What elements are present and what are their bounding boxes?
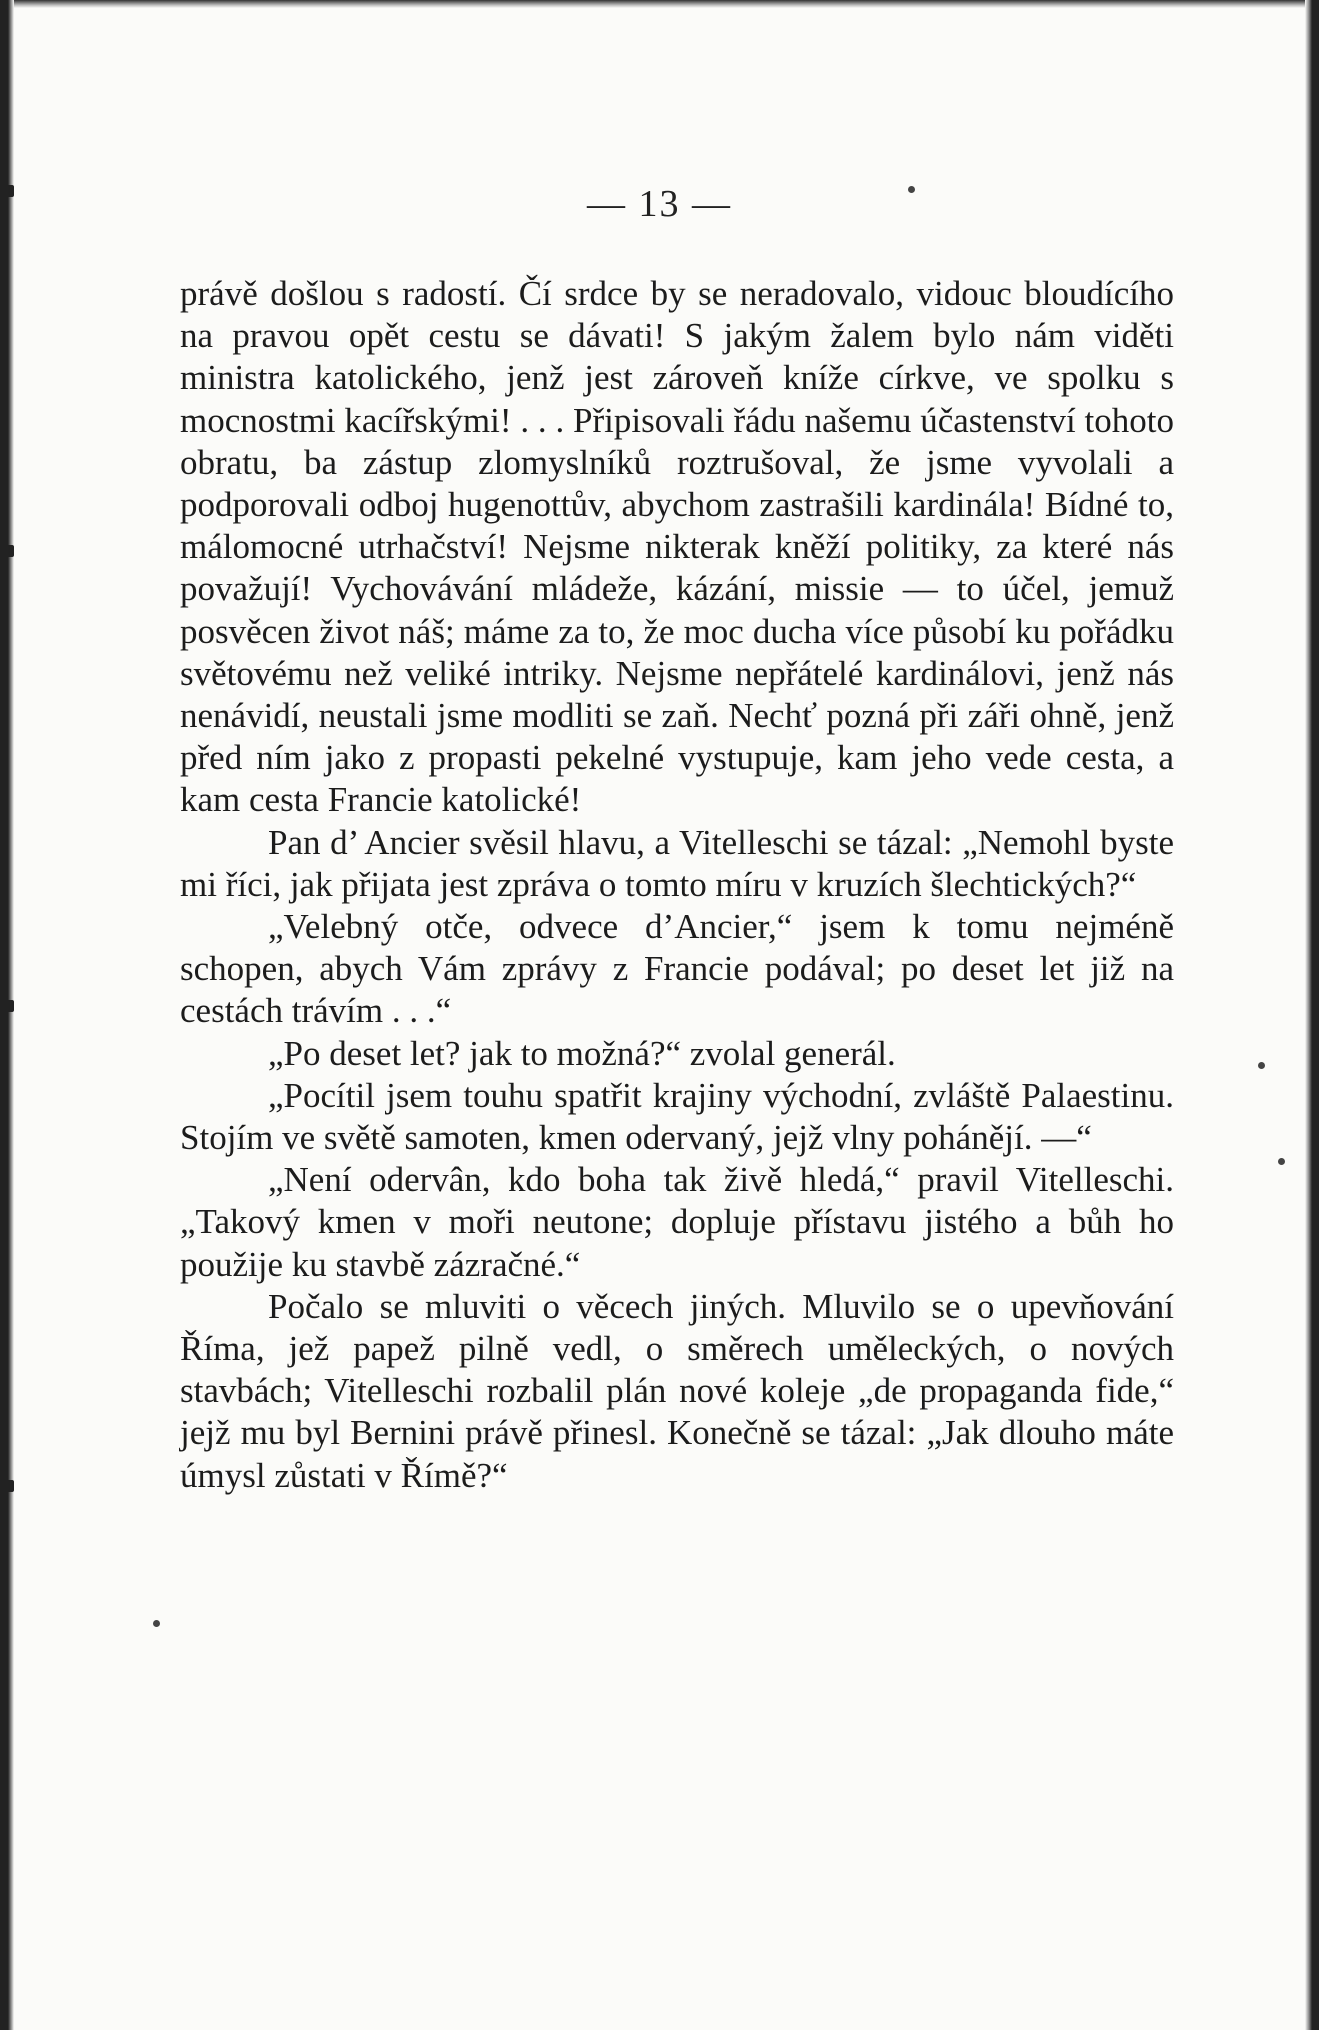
paragraph: „Velebný otče, odvece d’Ancier,“ jsem k tomu nejméně schopen, abych Vám zprávy z Francie podával; po deset let již na cestách trávím . . .“ [180, 907, 1174, 1031]
paragraph: „Po deset let? jak to možná?“ zvolal generál. [268, 1033, 896, 1073]
margin-mark [2, 545, 14, 557]
margin-mark [2, 1480, 14, 1492]
page-right-edge [1305, 0, 1319, 2030]
margin-mark [2, 1000, 14, 1012]
paragraph: „Není odervân, kdo boha tak živě hledá,“ pravil Vitelleschi. „Takový kmen v moři neutone; dopluje přístavu jistého a bůh ho použije ku stavbě zázračné.“ [180, 1160, 1174, 1284]
ink-speck [153, 1620, 160, 1627]
page-top-edge [0, 0, 1319, 8]
paragraph: Počalo se mluviti o věcech jiných. Mluvilo se o upevňování Říma, jež papež pilně vedl, o směrech uměleckých, o nových stavbách; Vitelleschi rozbalil plán nové koleje „de propaganda fide,“ jejž mu byl Bernini právě přinesl. Konečně se tázal: „Jak dlouho máte úmysl zůstati v Římě?“ [180, 1286, 1174, 1495]
ink-speck [1278, 1158, 1285, 1165]
paragraph: „Pocítil jsem touhu spatřit krajiny východní, zvláště Palaestinu. Stojím ve světě samoten, kmen odervaný, jejž vlny pohánějí. —“ [180, 1075, 1174, 1158]
body-text [180, 273, 1174, 1497]
paragraph: Pan d’ Ancier svěsil hlavu, a Vitelleschi se tázal: „Nemohl byste mi říci, jak přijata jest zpráva o tomto míru v kruzích šlechtických?“ [180, 822, 1174, 904]
page-number: — 13 — [587, 183, 732, 225]
paragraph: právě došlou s radostí. Čí srdce by se neradovalo, vidouc bloudícího na pravou opět cestu se dávati! S jakým žalem bylo nám viděti ministra katolického, jenž jest zároveň kníže církve, ve spolku s mocnostmi kacířskými! . . . Připisovali řádu našemu účastenství tohoto obratu, ba zástup zlomyslníků roztrušoval, že jsme vyvolali a podporovali odboj hugenottův, abychom zastrašili kardinála! Bídné to, málomocné utrhačství! Nejsme nikterak kněží politiky, za které nás považují! Vychovávání mládeže, kázání, missie — to účel, jemuž posvěcen život náš; máme za to, že moc ducha více působí ku pořádku světovému než veliké intriky. Nejsme nepřátelé kardinálovi, jenž nás nenávidí, neustali jsme modliti se zaň. Nechť pozná při záři ohně, jenž před ním jako z propasti pekelné vystupuje, kam jeho vede cesta, a kam cesta Francie katolické! [180, 274, 1174, 820]
ink-speck [1258, 1062, 1265, 1069]
page-left-edge [0, 0, 14, 2030]
